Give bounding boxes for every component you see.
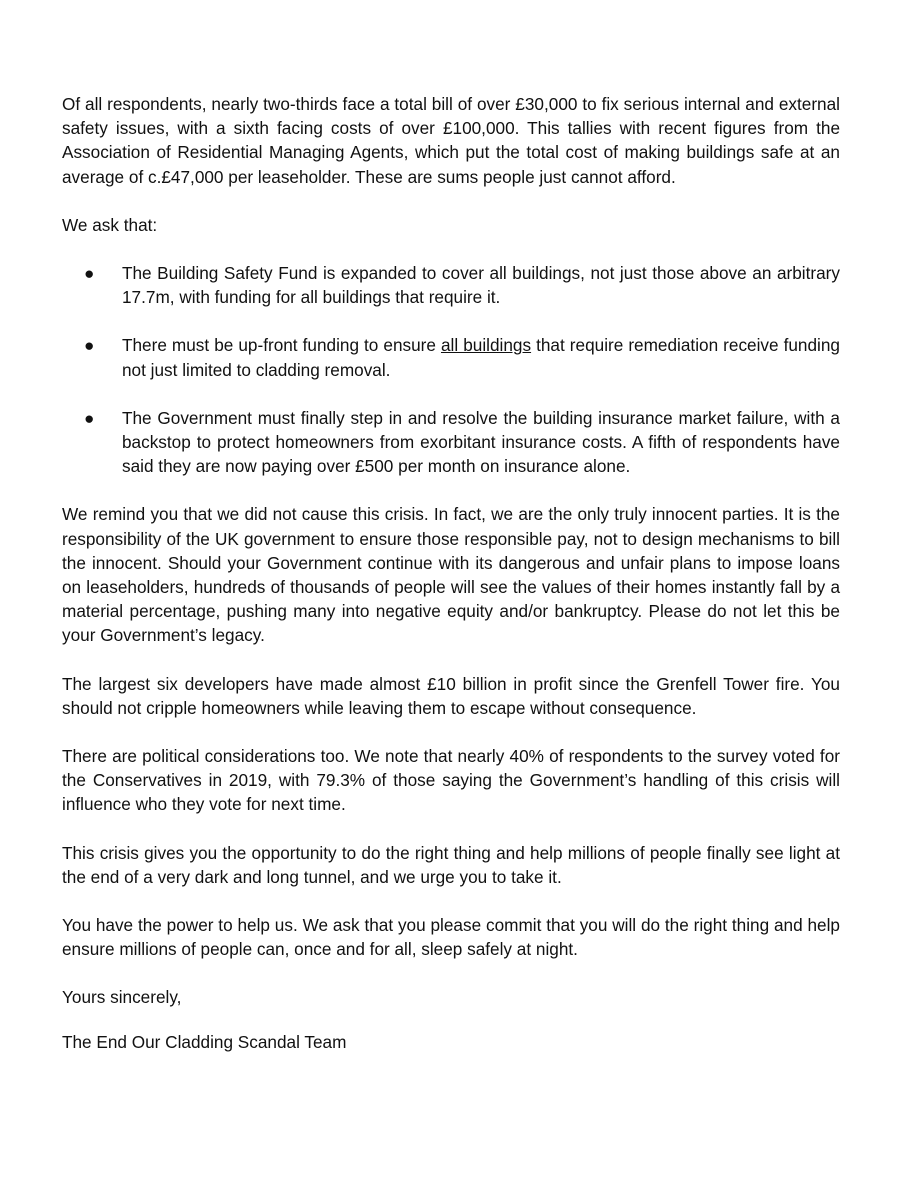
underlined-phrase: all buildings [440, 335, 532, 356]
letter-page [62, 92, 840, 1078]
request-text-before: There must be up-front funding to ensure [122, 335, 441, 356]
paragraph-political: There are political considerations too. We note that nearly 40% of respondents to the survey voted for the Conservatives in 2019, with 79.3% of those saying the Government’s handling of this crisis will influence who they vote for next time. [62, 746, 840, 815]
bullet-icon: ● [84, 335, 95, 356]
request-text-after: that require remediation receive funding not just limited to cladding removal. [122, 335, 840, 380]
signature: The End Our Cladding Scandal Team [62, 1031, 347, 1052]
closing-salutation: Yours sincerely, [62, 987, 182, 1008]
list-item-fund-expansion [62, 261, 840, 309]
paragraph-opportunity: This crisis gives you the opportunity to do the right thing and help millions of people finally see light at the end of a very dark and long tunnel, and we urge you to take it. [62, 842, 840, 887]
paragraph-ask-intro: We ask that: [62, 214, 158, 235]
list-item-insurance [62, 406, 840, 479]
bullet-icon: ● [84, 263, 95, 284]
bullet-icon: ● [84, 407, 95, 428]
list-item-upfront-funding [62, 333, 840, 381]
request-text: The Building Safety Fund is expanded to cover all buildings, not just those above an arbitrary 17.7m, with funding for all buildings that require it. [122, 263, 840, 308]
paragraph-responsibility: We remind you that we did not cause this crisis. In fact, we are the only truly innocent parties. It is the responsibility of the UK government to ensure those responsible pay, not to design mechanisms to bill the innocent. Should your Government continue with its dangerous and unfair plans to impose loans on leaseholders, hundreds of thousands of people will see the values of their homes instantly fall by a material percentage, pushing many into negative equity and/or bankruptcy. Please do not let this be your Government’s legacy. [62, 504, 840, 646]
paragraph-power: You have the power to help us. We ask that you please commit that you will do the right thing and help ensure millions of people can, once and for all, sleep safely at night. [62, 915, 840, 960]
paragraph-developers: The largest six developers have made almost £10 billion in profit since the Grenfell Tower fire. You should not cripple homeowners while leaving them to escape without consequence. [62, 673, 840, 718]
paragraph-costs: Of all respondents, nearly two-thirds face a total bill of over £30,000 to fix serious internal and external safety issues, with a sixth facing costs of over £100,000. This tallies with recent figures from the Association of Residential Managing Agents, which put the total cost of making buildings safe at an average of c.£47,000 per leaseholder. These are sums people just cannot afford. [62, 94, 840, 187]
request-list [62, 261, 840, 478]
request-text: The Government must finally step in and resolve the building insurance market failure, with a backstop to protect homeowners from exorbitant insurance costs. A fifth of respondents have said they are now paying over £500 per month on insurance alone. [122, 407, 840, 477]
